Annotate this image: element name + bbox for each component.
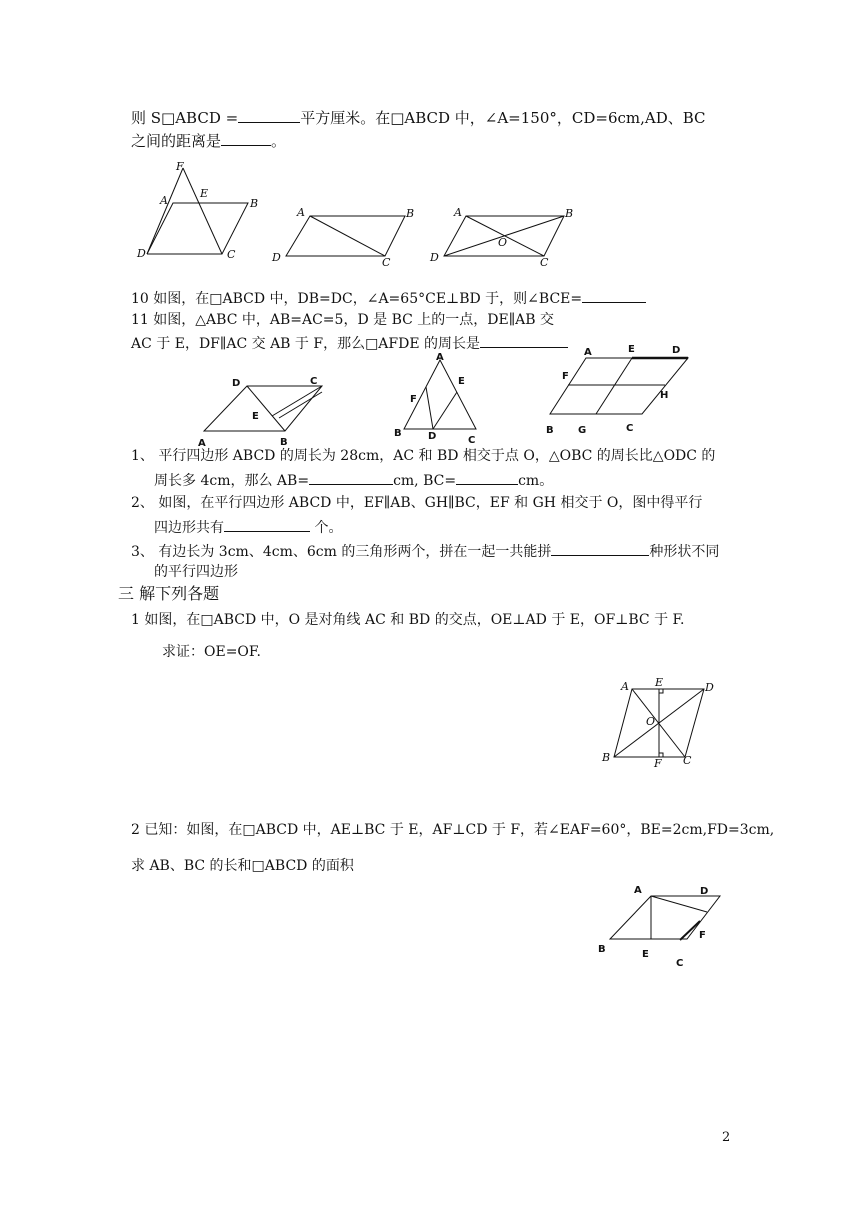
figure-p2-grid-parallelogram <box>540 338 700 440</box>
fig7-label-a: A <box>621 680 629 693</box>
fig6-label-e: E <box>628 344 635 355</box>
fig8-label-e: E <box>642 949 649 960</box>
fig2-label-d: D <box>272 251 281 264</box>
figure-parallelogram-diagonals-o <box>428 200 583 270</box>
fig1-label-d: D <box>137 247 146 260</box>
solve-2-line1 <box>131 820 774 840</box>
fig5-label-f: F <box>410 394 417 405</box>
fig6-label-b: B <box>546 425 554 436</box>
fig2-label-a: A <box>297 206 305 219</box>
section-3-title: 三 解下列各题 <box>118 584 220 603</box>
solve-1-line2 <box>162 642 261 662</box>
fig3-label-c: C <box>540 256 549 269</box>
fig3-label-b: B <box>565 207 574 220</box>
problem-2-line1 <box>131 493 702 513</box>
fig6-label-d: D <box>672 345 681 356</box>
fill-in-line-area <box>131 107 706 128</box>
fig2-label-b: B <box>406 207 415 220</box>
page-number: 2 <box>722 1130 731 1145</box>
fig5-label-d: D <box>428 431 437 442</box>
figure-q10-parallelogram <box>192 372 332 450</box>
fig5-label-b: B <box>394 428 402 439</box>
fig1-label-a: A <box>160 194 168 207</box>
answer-blank-distance[interactable] <box>221 130 271 146</box>
solve-2-line2 <box>131 856 354 876</box>
fig1-label-b: B <box>250 197 259 210</box>
fig1-label-e: E <box>200 187 209 200</box>
answer-blank-area[interactable] <box>238 107 300 123</box>
text-distance-prefix: 之间的距离是 <box>131 132 222 150</box>
fig1-label-f: F <box>176 160 184 173</box>
fig3-label-a: A <box>454 206 462 219</box>
problem-1-text-b3: cm。 <box>518 473 554 489</box>
problem-1-text-b2: cm, BC= <box>393 473 457 489</box>
fig6-label-f: F <box>562 371 569 382</box>
problem-2-text-a: 2、 如图，在平行四边形 ABCD 中，EF∥AB、GH∥BC，EF 和 GH 相交于 O，图中得平行 <box>131 495 703 511</box>
fig8-label-c: C <box>676 958 684 969</box>
fig7-label-e: E <box>655 676 664 689</box>
fig1-label-c: C <box>227 248 236 261</box>
problem-3-text-a1: 3、 有边长为 3cm、4cm、6cm 的三角形两个，拼在一起一共能拼 <box>131 544 552 560</box>
answer-blank-shapes[interactable] <box>551 540 649 556</box>
problem-1-line1 <box>131 446 715 466</box>
problem-3-text-a2: 种形状不同 <box>649 544 720 560</box>
fig8-label-a: A <box>634 885 642 896</box>
answer-blank-q10[interactable] <box>582 287 646 303</box>
problem-2-line2 <box>154 516 342 538</box>
question-11-text-b: AC 于 E，DF∥AC 交 AB 于 F，那么□AFDE 的周长是 <box>131 336 481 352</box>
fig3-label-d: D <box>430 251 439 264</box>
figure-q11-triangle <box>390 352 490 444</box>
fig7-label-c: C <box>683 754 692 767</box>
fig4-label-b: B <box>280 437 288 448</box>
text-distance-suffix: 。 <box>271 132 287 150</box>
fig6-label-g: G <box>578 425 587 436</box>
question-11-line2 <box>131 332 568 354</box>
fig7-label-o: O <box>646 715 656 728</box>
fig6-label-a: A <box>584 347 592 358</box>
text-area-prefix: 则 S□ABCD = <box>131 109 239 127</box>
problem-1-text-a: 1、 平行四边形 ABCD 的周长为 28cm，AC 和 BD 相交于点 O，△OBC 的周长比△ODC 的 <box>131 448 716 464</box>
problem-1-text-b1: 周长多 4cm，那么 AB= <box>154 473 310 489</box>
question-10 <box>131 287 646 309</box>
fig4-label-a: A <box>198 438 206 449</box>
problem-2-text-b1: 四边形共有 <box>154 520 224 536</box>
answer-blank-count[interactable] <box>224 516 310 532</box>
question-11-text-a: 11 如图，△ABC 中，AB=AC=5，D 是 BC 上的一点，DE∥AB 交 <box>131 312 555 328</box>
solve-2-text-b: 求 AB、BC 的长和□ABCD 的面积 <box>131 858 354 874</box>
solve-1-text-b: 求证：OE=OF. <box>162 644 261 660</box>
solve-1-line1 <box>131 610 685 630</box>
answer-blank-bc[interactable] <box>456 469 518 485</box>
problem-3-line1 <box>131 540 719 562</box>
fig6-label-c: C <box>626 423 634 434</box>
fig7-label-f: F <box>654 757 662 770</box>
fig5-label-e: E <box>458 376 465 387</box>
text-area-suffix: 平方厘米。在□ABCD 中，∠A=150°，CD=6cm,AD、BC <box>300 109 706 127</box>
fig7-label-d: D <box>705 681 714 694</box>
solve-2-text-a: 2 已知：如图，在□ABCD 中，AE⊥BC 于 E，AF⊥CD 于 F，若∠EAF=60°，BE=2cm,FD=3cm, <box>131 822 775 838</box>
question-10-text: 10 如图，在□ABCD 中，DB=DC，∠A=65°CE⊥BD 于，则∠BCE= <box>131 291 583 307</box>
fill-in-line-distance <box>131 130 286 151</box>
section-3-heading <box>118 584 219 604</box>
fig7-label-b: B <box>602 751 611 764</box>
fig5-label-c: C <box>468 435 476 446</box>
fig4-label-e: E <box>252 411 259 422</box>
figure-parallelogram-diagonal <box>270 200 420 270</box>
fig4-label-c: C <box>310 376 318 387</box>
fig6-label-h: H <box>660 390 669 401</box>
fig2-label-c: C <box>382 256 391 269</box>
problem-2-text-b2: 个。 <box>310 520 343 536</box>
fig8-label-b: B <box>598 944 606 955</box>
problem-3-text-b: 的平行四边形 <box>154 564 238 580</box>
answer-blank-ab[interactable] <box>309 469 393 485</box>
problem-1-line2 <box>154 469 553 491</box>
fig5-label-a: A <box>436 352 444 363</box>
fig4-label-d: D <box>232 378 241 389</box>
problem-3-line2 <box>154 562 238 582</box>
fig3-label-o: O <box>498 236 508 249</box>
fig8-label-f: F <box>699 930 706 941</box>
figure-solve-2-parallelogram <box>592 880 732 972</box>
figure-parallelogram-triangle <box>135 160 265 265</box>
figure-solve-1-parallelogram <box>598 675 728 775</box>
question-11-line1 <box>131 310 554 330</box>
solve-1-text-a: 1 如图，在□ABCD 中，O 是对角线 AC 和 BD 的交点，OE⊥AD 于 E，OF⊥BC 于 F. <box>131 612 685 628</box>
fig8-label-d: D <box>700 886 709 897</box>
